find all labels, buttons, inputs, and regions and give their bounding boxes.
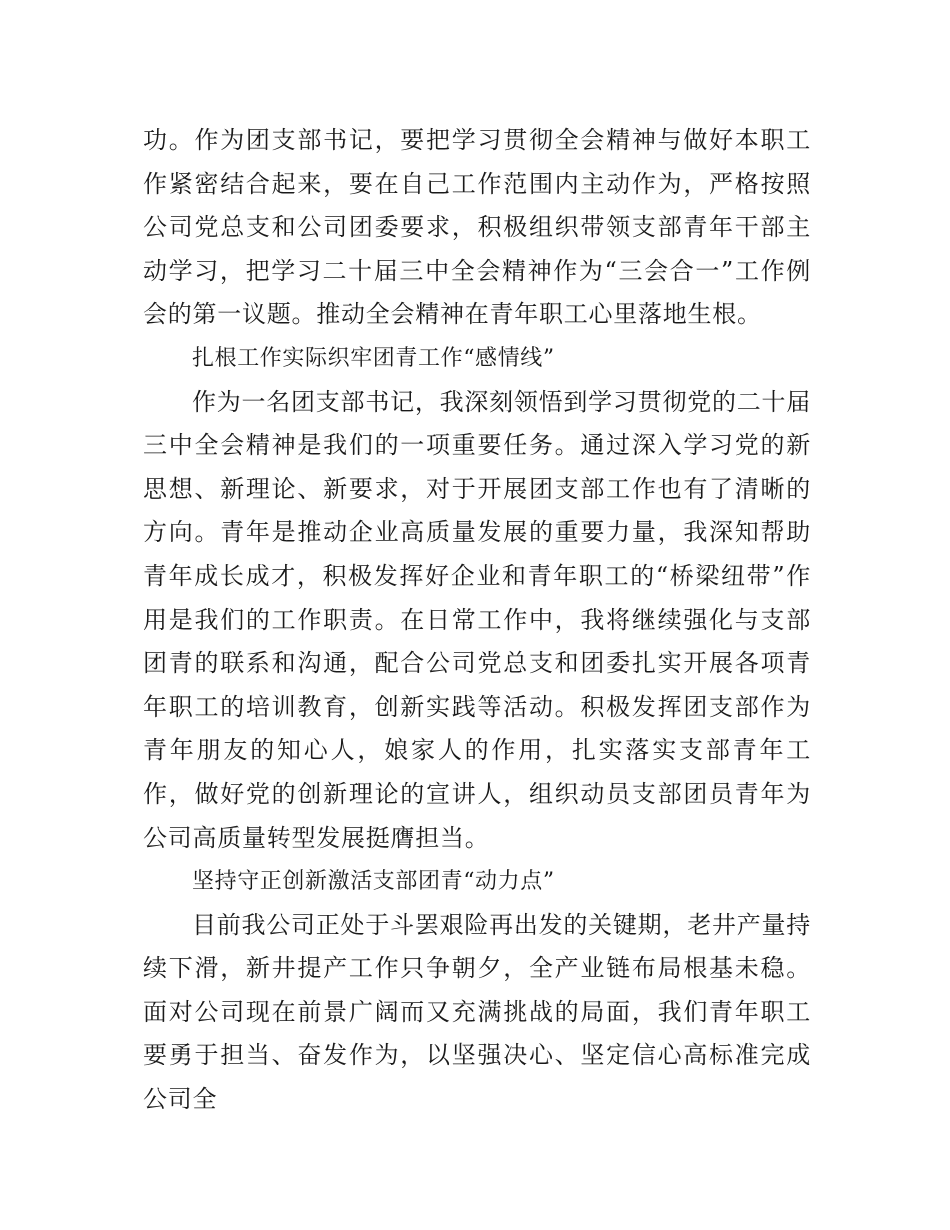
document-page xyxy=(143,119,811,1122)
section-heading-1: 扎根工作实际织牢团青工作“感情线” xyxy=(192,345,555,371)
body-paragraph-3: 目前我公司正处于斗罢艰险再出发的关键期，老井产量持续下滑，新井提产工作只争朝夕，全产业链布局根基未稳。面对公司现在前景广阔而又充满挑战的局面，我们青年职工要勇于担当、奋发作为，以坚强决心、坚定信心高标准完成公司全 xyxy=(143,910,811,1114)
body-paragraph-1: 功。作为团支部书记，要把学习贯彻全会精神与做好本职工作紧密结合起来，要在自己工作范围内主动作为，严格按照公司党总支和公司团委要求，积极组织带领支部青年干部主动学习，把学习二十届三中全会精神作为“三会合一”工作例会的第一议题。推动全会精神在青年职工心里落地生根。 xyxy=(143,126,811,329)
body-paragraph-2: 作为一名团支部书记，我深刻领悟到学习贯彻党的二十届三中全会精神是我们的一项重要任务。通过深入学习党的新思想、新理论、新要求，对于开展团支部工作也有了清晰的方向。青年是推动企业高质量发展的重要力量，我深知帮助青年成长成才，积极发挥好企业和青年职工的“桥梁纽带”作用是我们的工作职责。在日常工作中，我将继续强化与支部团青的联系和沟通，配合公司党总支和团委扎实开展各项青年职工的培训教育，创新实践等活动。积极发挥团支部作为青年朋友的知心人，娘家人的作用，扎实落实支部青年工作，做好党的创新理论的宣讲人，组织动员支部团员青年为公司高质量转型发展挺膺担当。 xyxy=(143,387,811,852)
section-heading-2: 坚持守正创新激活支部团青“动力点” xyxy=(192,869,555,895)
